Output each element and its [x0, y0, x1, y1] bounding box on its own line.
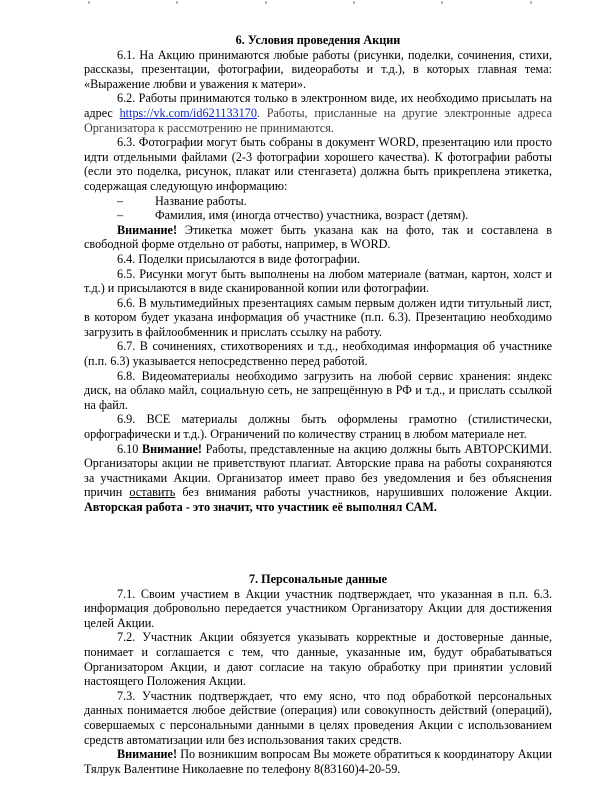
list-item-text: Название работы. — [155, 193, 247, 208]
list-item — [84, 208, 552, 223]
section-6-heading: 6. Условия проведения Акции — [235, 33, 401, 47]
contact-text: По возникшим вопросам Вы можете обратиться к координатору Акции Тялрук Валентине Николаевне по телефону 8(83160)4-20-59. — [84, 747, 552, 776]
clause-6-6: 6.6. В мультимедийных презентациях самым первым должен идти титульный лист, в котором будет указана информация об участнике (п.п. 6.3). Презентацию необходимо загрузить в файлообменник и прислать ссылку на работу. — [84, 295, 552, 339]
contact-note — [84, 747, 552, 776]
section-7 — [84, 572, 552, 776]
clause-6-4: 6.4. Поделки присылаются в виде фотографии. — [117, 251, 361, 266]
section-7-heading: 7. Персональные данные — [248, 572, 388, 586]
clause-6-10 — [84, 442, 552, 515]
attention-note — [84, 223, 552, 252]
list-dash: – — [117, 208, 124, 223]
clause-6-2 — [84, 91, 552, 135]
list-item-text: Фамилия, имя (иногда отчество) участника, возраст (детям). — [155, 208, 469, 223]
clause-6-10-text-2: без внимания работы участников, нарушивших положение Акции. — [175, 485, 552, 500]
clause-6-9: 6.9. ВСЕ материалы должны быть оформлены грамотно (стилистически, орфографически и т.д.). Ограничений по количеству страниц в любом материале нет. — [84, 412, 552, 442]
clause-6-10-attention: Внимание! — [141, 441, 202, 456]
clause-6-10-underlined: оставить — [129, 485, 176, 500]
clause-6-1: 6.1. На Акцию принимаются любые работы (рисунки, поделки, сочинения, стихи, рассказы, презентации, фотографии, видеоработы и т.д.), в которых главная тема: «Выражение любви и уважения к матери». — [84, 47, 552, 91]
page-top-ruler — [0, 0, 590, 6]
clause-7-3: 7.3. Участник подтверждает, что ему ясно, что под обработкой персональных данных понимается любое действие (операция) или совокупность действий (операций), совершаемых с персональными данными в целях проведения Акции с использованием средств автоматизации или без использования таких средств. — [84, 688, 552, 747]
contact-attention-label: Внимание! — [117, 747, 177, 762]
clause-6-10-bold: Авторская работа - это значит, что участник её выполнял САМ. — [84, 500, 437, 514]
clause-6-10-text: Работы, представленные на акцию должны быть АВТОРСКИМИ. Организаторы акции не приветствуют плагиат. Авторские права на работы сохраняются за участниками Акции. Организатор имеет право без уведомления и без объяснения причин — [84, 441, 553, 500]
clause-6-2-text: 6.2. Работы принимаются только в электронном виде, их необходимо присылать на адрес — [84, 91, 552, 120]
clause-7-2: 7.2. Участник Акции обязуется указывать корректные и достоверные данные, понимает и соглашается с тем, что данные, указанные им, будут обрабатываться Организатором Акции, и дают согласие на такую обработку при принятии условий настоящего Положения Акции. — [84, 630, 552, 689]
document-body — [84, 33, 552, 515]
clause-6-7: 6.7. В сочинениях, стихотворениях и т.д., необходимая информация об участнике (п.п. 6.3) указывается непосредственно перед работой. — [84, 339, 552, 369]
list-dash: – — [117, 193, 124, 208]
clause-6-2-tail: . Работы, присланные на другие электронные адреса Организатора к рассмотрению не принимаются. — [84, 105, 553, 135]
list-item — [84, 194, 552, 209]
clause-6-5: 6.5. Рисунки могут быть выполнены на любом материале (ватман, картон, холст и т.д.) и присылаются в виде сканированной копии или фотографии. — [84, 266, 552, 296]
clause-6-8: 6.8. Видеоматериалы необходимо загрузить на любой сервис хранения: яндекс диск, на облако майл, социальную сеть, не запрещённую в РФ и т.д., и прислать ссылкой на файл. — [84, 368, 552, 412]
attention-label: Внимание! — [117, 222, 177, 237]
clause-6-10-number: 6.10 — [117, 441, 142, 456]
clause-6-3: 6.3. Фотографии могут быть собраны в документ WORD, презентацию или просто идти отдельными файлами (2-3 фотографии хорошего качества). К фотографии работы (если это поделка, рисунок, плакат или стенгазета) должна быть прикреплена этикетка, содержащая следующую информацию: — [84, 135, 552, 193]
clause-7-1: 7.1. Своим участием в Акции участник подтверждает, что указанная в п.п. 6.3. информация добровольно передается участником Организатору Акции для достижения целей Акции. — [84, 586, 552, 630]
attention-text: Этикетка может быть указана как на фото, так и составлена в свободной форме отдельно от работы, например, в WORD. — [84, 222, 552, 252]
vk-link[interactable]: https://vk.com/id621133170 — [119, 105, 257, 120]
